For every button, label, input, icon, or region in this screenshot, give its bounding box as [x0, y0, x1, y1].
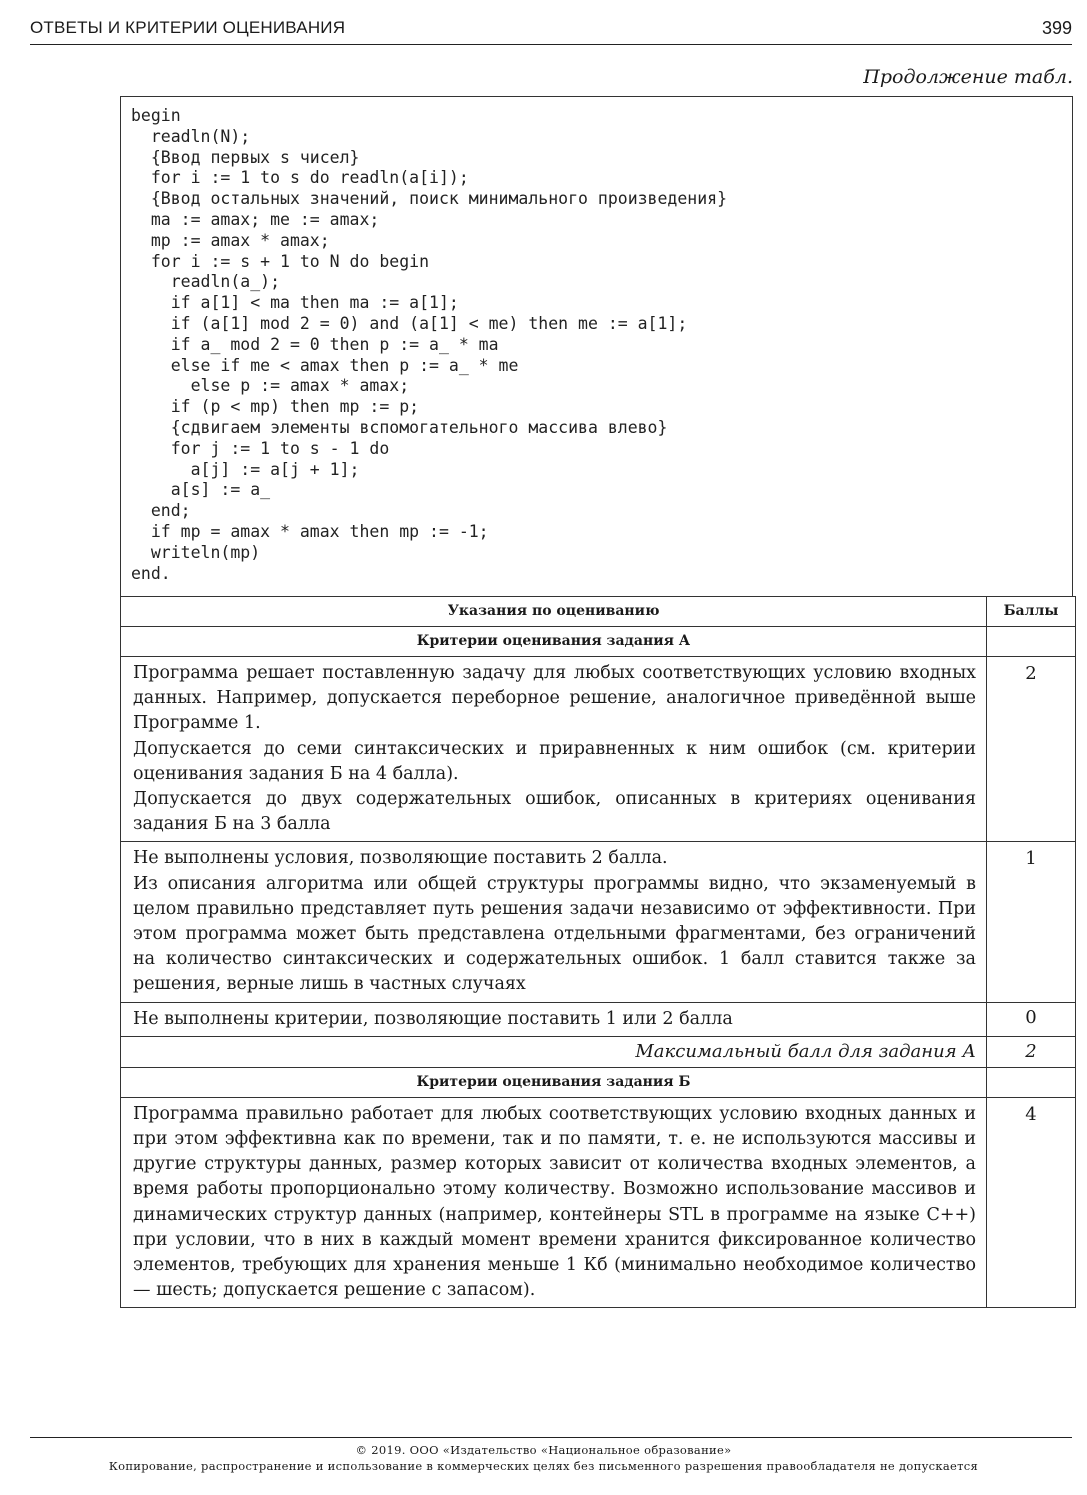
max-score-a-row	[121, 1036, 1076, 1067]
criteria-row-a-2	[121, 657, 1076, 842]
criteria-table	[120, 596, 1076, 1308]
criteria-text	[121, 1002, 987, 1036]
running-header	[30, 14, 1072, 45]
criteria-paragraph: Допускается до семи синтаксических и приравненных к ним ошибок (см. критерии оценивания задания Б на 4 балла).	[133, 738, 976, 784]
page-number: 399	[1041, 18, 1072, 38]
criteria-paragraph: Из описания алгоритма или общей структуры программы видно, что экзаменуемый в целом правильно представляет путь решения задачи независимо от эффективности. При этом программа может быть представлена отдельными фрагментами, без ограничений на количество синтаксических и содержательных ошибок. 1 балл ставится также за решения, верные лишь в частных случаях	[133, 873, 976, 995]
points-value: 1	[987, 842, 1076, 1002]
points-column-header: Баллы	[987, 597, 1076, 627]
table-header-row	[121, 597, 1076, 627]
table-continuation-label: Продолжение табл.	[863, 66, 1073, 88]
section-title: ОТВЕТЫ И КРИТЕРИИ ОЦЕНИВАНИЯ	[30, 18, 346, 37]
criteria-text	[121, 842, 987, 1002]
pascal-code: begin readln(N); {Ввод первых s чисел} for i := 1 to s do readln(a[i]); {Ввод остальных значений, поиск минимального произведения} ma := amax; me := amax; mp := amax * amax; for i := s + 1 to N do begin readln(a_); if a[1] < ma then ma := a[1]; if (a[1] mod 2 = 0) and (a[1] < me) then me := a[1]; if a_ mod 2 = 0 then p := a_ * ma else if me < amax then p := a_ * me else p := amax * amax; if (p < mp) then mp := p; {сдвигаем элементы вспомогательного массива влево} for j := 1 to s - 1 do a[j] := a[j + 1]; a[s] := a_ end; if mp = amax * amax then mp := -1; writeln(mp) end.	[131, 106, 728, 583]
criteria-row-a-1	[121, 842, 1076, 1002]
section-a-title: Критерии оценивания задания А	[121, 627, 987, 657]
criteria-paragraph: Не выполнены условия, позволяющие поставить 2 балла.	[133, 848, 668, 869]
criteria-paragraph: Допускается до двух содержательных ошибок, описанных в критериях оценивания задания Б на 3 балла	[133, 789, 976, 835]
max-score-value: 2	[987, 1036, 1076, 1067]
criteria-paragraph: Программа решает поставленную задачу для любых соответствующих условию входных данных. Например, допускается переборное решение, аналогичное приведённой выше Программе 1.	[133, 663, 976, 734]
copy-notice: Копирование, распространение и использование в коммерческих целях без письменного разрешения правообладателя не допускается	[108, 1459, 979, 1473]
criteria-text	[121, 1097, 987, 1308]
criteria-column-header: Указания по оцениванию	[121, 597, 987, 627]
section-a-row	[121, 627, 1076, 657]
section-b-row	[121, 1067, 1076, 1097]
max-score-label: Максимальный балл для задания А	[121, 1036, 987, 1067]
points-value: 2	[987, 657, 1076, 842]
criteria-paragraph: Программа правильно работает для любых соответствующих условию входных данных и при этом эффективна как по времени, так и по памяти, т. е. не используются массивы и другие структуры данных, размер которых зависит от количества входных элементов, а время работы пропорционально этому количеству. Возможно использование массивов и динамических структур данных (например, контейнеры STL в программе на языке C++) при условии, что в них в каждый момент времени хранится фиксированное количество элементов, требующих для хранения меньше 1 Кб (минимально необходимое количество — шесть; допускается решение с запасом).	[133, 1103, 976, 1301]
points-value: 0	[987, 1002, 1076, 1036]
code-listing	[120, 96, 1073, 597]
points-value: 4	[987, 1097, 1076, 1308]
criteria-row-b-4	[121, 1097, 1076, 1308]
footer-divider	[30, 1437, 1072, 1438]
criteria-row-a-0	[121, 1002, 1076, 1036]
copyright-line: © 2019. ООО «Издательство «Национальное образование»	[355, 1443, 732, 1457]
section-b-title: Критерии оценивания задания Б	[121, 1067, 987, 1097]
criteria-paragraph: Не выполнены критерии, позволяющие поставить 1 или 2 балла	[133, 1008, 733, 1029]
criteria-text	[121, 657, 987, 842]
